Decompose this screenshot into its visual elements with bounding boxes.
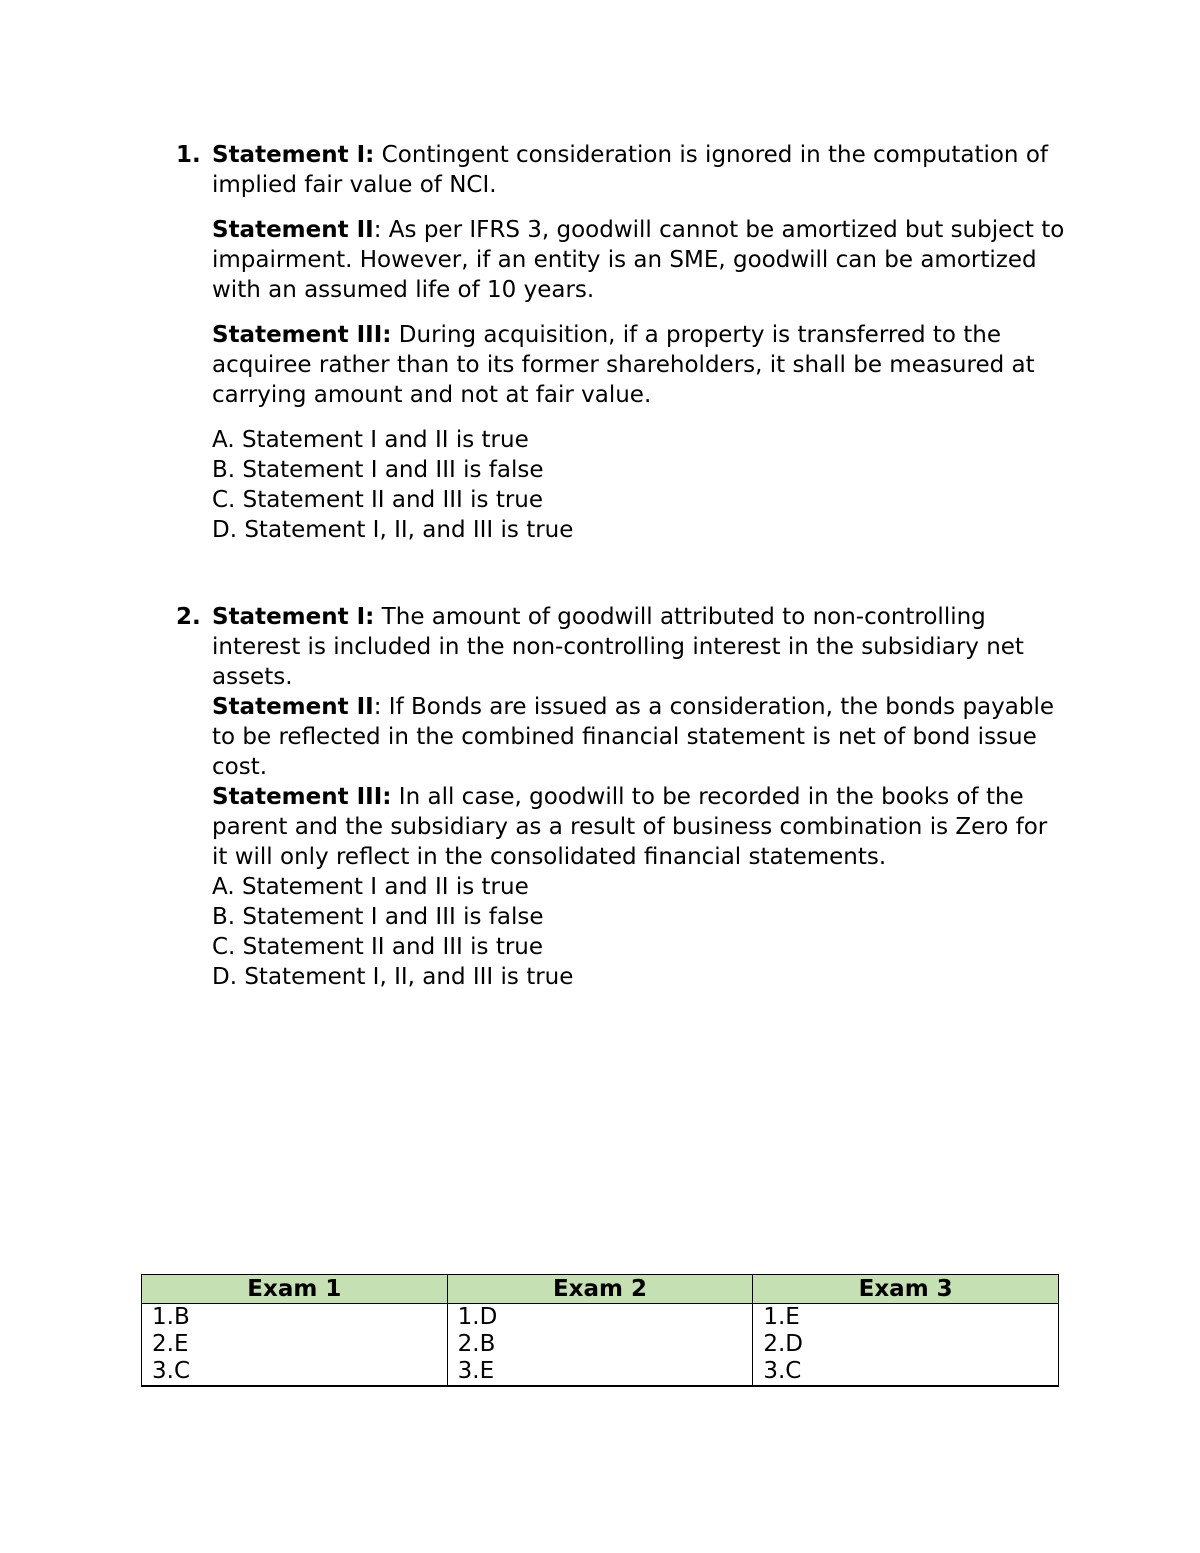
question-body (212, 602, 1066, 992)
answer-cell: 3.E (457, 1358, 495, 1384)
statement-label: Statement II (212, 694, 374, 720)
question-number: 1. (176, 142, 201, 168)
option-a: A. Statement I and II is true (212, 874, 529, 900)
column-header-exam-2: Exam 2 (447, 1275, 753, 1304)
table-row (142, 1304, 1059, 1387)
statement-text: : If Bonds are issued as a consideration, the bonds payable to be reflected in the combined financial statement is net of bond issue cost. (212, 694, 1054, 780)
answer-cell: 1.B (152, 1304, 190, 1330)
answer-cell: 2.E (152, 1331, 189, 1357)
statement-text: The amount of goodwill attributed to non-controlling interest is included in the non-controlling interest in the subsidiary net assets. (212, 604, 1024, 690)
answer-cell: 1.D (457, 1304, 498, 1330)
column-header-exam-1: Exam 1 (142, 1275, 448, 1304)
statement-label: Statement I: (212, 142, 375, 168)
statement-1 (212, 140, 1066, 200)
answer-cell: 3.C (763, 1358, 802, 1384)
option-b: B. Statement I and III is false (212, 457, 544, 483)
statement-text: In all case, goodwill to be recorded in the books of the parent and the subsidiary as a result of business combination is Zero for it will only reflect in the consolidated financial statements. (212, 784, 1048, 870)
column-header-exam-3: Exam 3 (753, 1275, 1059, 1304)
exam-3-answers (753, 1304, 1059, 1387)
answer-cell: 3.C (152, 1358, 191, 1384)
option-a: A. Statement I and II is true (212, 427, 529, 453)
answer-cell: 2.B (457, 1331, 496, 1357)
answer-options (212, 872, 1066, 992)
statement-3 (212, 782, 1066, 872)
statement-2 (212, 215, 1066, 305)
statement-text: Contingent consideration is ignored in the computation of implied fair value of NCI. (212, 142, 1048, 198)
option-b: B. Statement I and III is false (212, 904, 544, 930)
answer-cell: 1.E (763, 1304, 800, 1330)
exam-1-answers (142, 1304, 448, 1387)
option-d: D. Statement I, II, and III is true (212, 517, 574, 543)
statement-text: : As per IFRS 3, goodwill cannot be amortized but subject to impairment. However, if an entity is an SME, goodwill can be amortized with an assumed life of 10 years. (212, 217, 1065, 303)
table-header-row (142, 1275, 1059, 1304)
exam-2-answers (447, 1304, 753, 1387)
question-number: 2. (176, 604, 201, 630)
option-c: C. Statement II and III is true (212, 934, 544, 960)
answer-key-table (141, 1274, 1059, 1387)
statement-1 (212, 602, 1066, 692)
statement-label: Statement III: (212, 322, 392, 348)
question-body (212, 140, 1066, 545)
statement-label: Statement I: (212, 604, 375, 630)
statement-text: During acquisition, if a property is transferred to the acquiree rather than to its former shareholders, it shall be measured at carrying amount and not at fair value. (212, 322, 1035, 408)
statement-label: Statement III: (212, 784, 392, 810)
statement-2 (212, 692, 1066, 782)
statement-label: Statement II (212, 217, 374, 243)
option-c: C. Statement II and III is true (212, 487, 544, 513)
statement-3 (212, 320, 1066, 410)
option-d: D. Statement I, II, and III is true (212, 964, 574, 990)
answer-cell: 2.D (763, 1331, 803, 1357)
answer-options (212, 425, 1066, 545)
